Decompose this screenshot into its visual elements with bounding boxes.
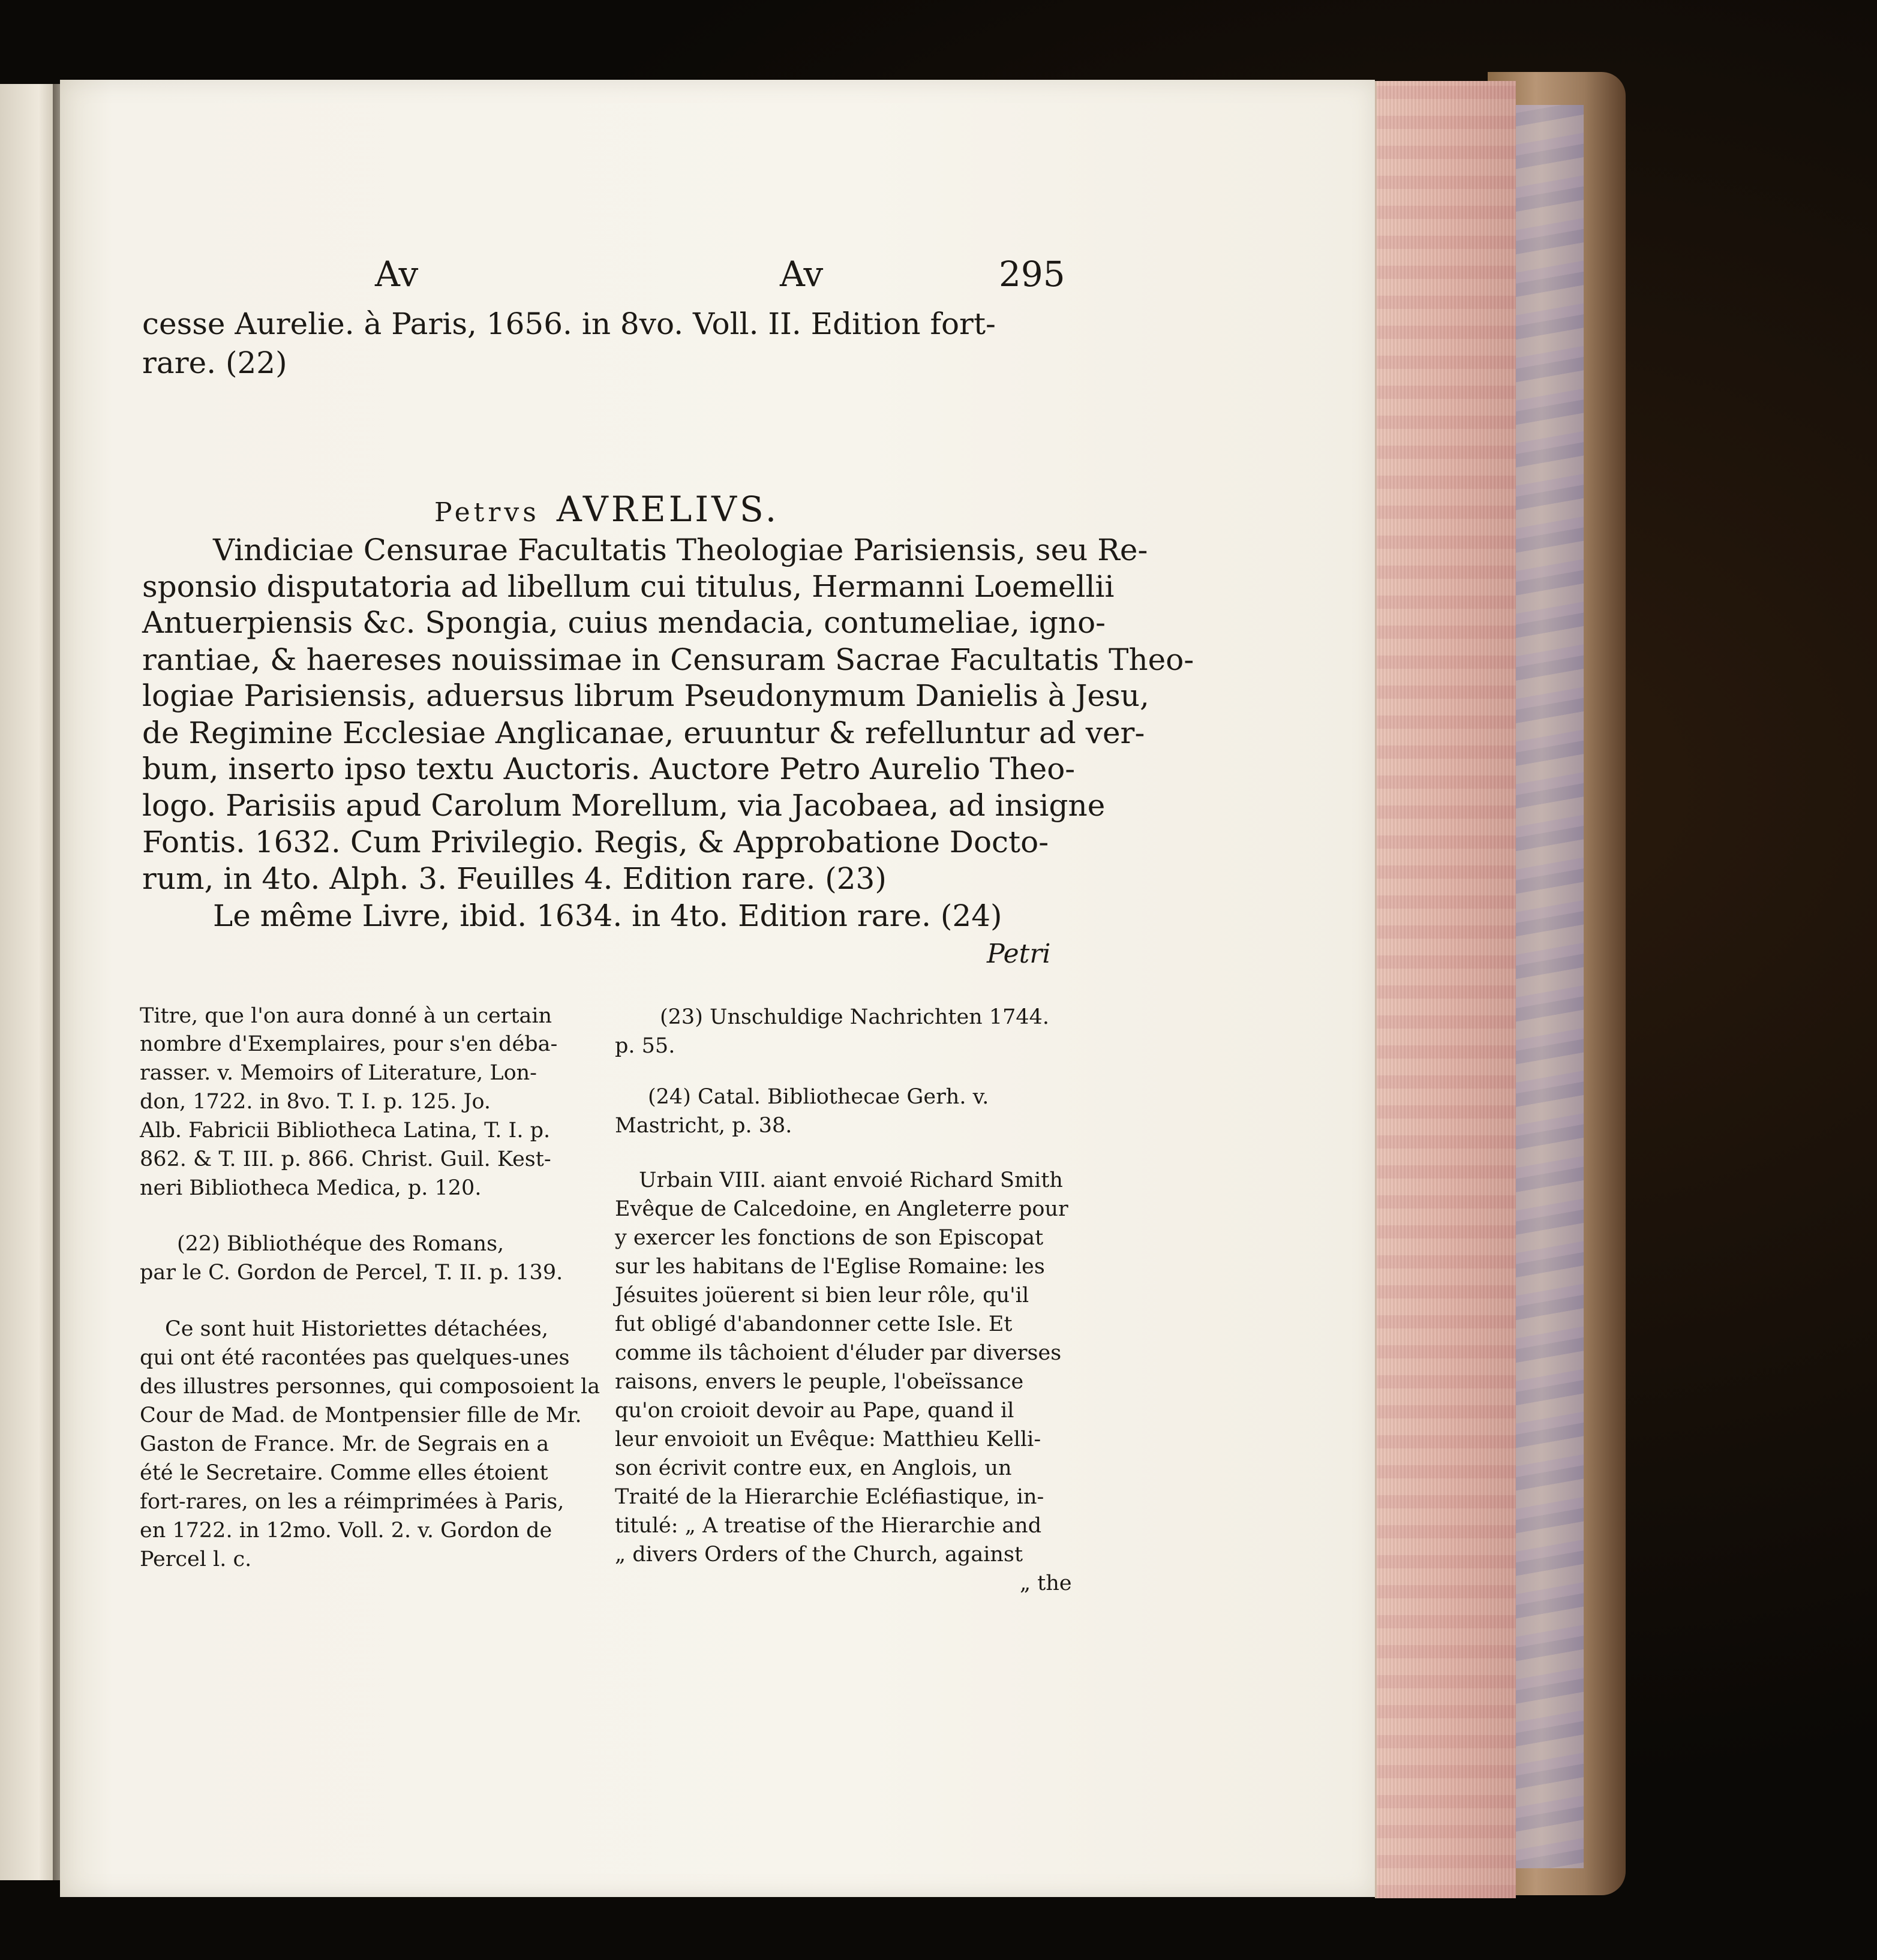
footnote-line: raisons, envers le peuple, l'obeïssance xyxy=(615,1370,1024,1394)
main-line: bum, inserto ipso textu Auctoris. Auctore Petro Aurelio Theo- xyxy=(142,751,1076,786)
footnote-line: Mastricht, p. 38. xyxy=(615,1114,792,1138)
main-line: logiae Parisiensis, aduersus librum Pseudonymum Danielis à Jesu, xyxy=(142,678,1149,713)
running-head-center: Av xyxy=(780,254,824,294)
footnote-line: nombre d'Exemplaires, pour s'en déba- xyxy=(140,1032,558,1056)
entry-heading xyxy=(434,489,779,530)
footnote-line: qui ont été racontées pas quelques-unes xyxy=(140,1346,570,1370)
main-line: logo. Parisiis apud Carolum Morellum, via Jacobaea, ad insigne xyxy=(142,788,1106,823)
footnote-line: p. 55. xyxy=(615,1034,675,1058)
footnote-line: en 1722. in 12mo. Voll. 2. v. Gordon de xyxy=(140,1519,552,1543)
main-line: rantiae, & haereses nouissimae in Censuram Sacrae Facultatis Theo- xyxy=(142,642,1194,677)
footnote-line: „ divers Orders of the Church, against xyxy=(615,1543,1023,1567)
page-fore-edge xyxy=(1375,81,1516,1898)
footnote-line: Alb. Fabricii Bibliotheca Latina, T. I. p. xyxy=(140,1119,551,1143)
footnote-line: Jésuites joüerent si bien leur rôle, qu'il xyxy=(615,1283,1029,1307)
footnote-line: titulé: „ A treatise of the Hierarchie and xyxy=(615,1514,1042,1538)
catchword: Petri xyxy=(987,939,1051,969)
footnote-line: Titre, que l'on aura donné à un certain xyxy=(140,1004,552,1028)
footnote-line: Gaston de France. Mr. de Segrais en a xyxy=(140,1432,549,1456)
footnote-line: 862. & T. III. p. 866. Christ. Guil. Kest- xyxy=(140,1147,551,1171)
main-line: Le même Livre, ibid. 1634. in 4to. Edition rare. (24) xyxy=(213,898,1002,933)
main-line: sponsio disputatoria ad libellum cui titulus, Hermanni Loemellii xyxy=(142,569,1115,604)
footnote-line: Traité de la Hierarchie Ecléfiastique, in- xyxy=(615,1485,1044,1509)
footnote-line: Percel l. c. xyxy=(140,1547,252,1571)
footnote-line: qu'on croioit devoir au Pape, quand il xyxy=(615,1399,1014,1423)
footnote-line: Cour de Mad. de Montpensier fille de Mr. xyxy=(140,1403,582,1427)
footnote-line: Ce sont huit Historiettes détachées, xyxy=(165,1317,548,1341)
heading-forename: Petrvs xyxy=(434,497,540,528)
footnote-line: sur les habitans de l'Eglise Romaine: les xyxy=(615,1255,1045,1279)
page-number: 295 xyxy=(999,254,1065,294)
main-line: rum, in 4to. Alph. 3. Feuilles 4. Edition rare. (23) xyxy=(142,861,887,896)
footnote-line: (24) Catal. Bibliothecae Gerh. v. xyxy=(648,1085,989,1109)
footnote-line: rasser. v. Memoirs of Literature, Lon- xyxy=(140,1061,537,1085)
footnote-line: des illustres personnes, qui composoient la xyxy=(140,1375,600,1399)
running-head-left: Av xyxy=(375,254,419,294)
footnote-line: fut obligé d'abandonner cette Isle. Et xyxy=(615,1312,1013,1336)
main-line: Fontis. 1632. Cum Privilegio. Regis, & Approbatione Docto- xyxy=(142,825,1049,859)
footnote-line: Urbain VIII. aiant envoié Richard Smith xyxy=(639,1168,1063,1192)
main-line: Antuerpiensis &c. Spongia, cuius mendacia, contumeliae, igno- xyxy=(142,605,1106,640)
main-line: de Regimine Ecclesiae Anglicanae, eruuntur & refelluntur ad ver- xyxy=(142,716,1145,750)
heading-surname: AVRELIVS. xyxy=(556,489,780,530)
main-line: rare. (22) xyxy=(142,345,287,380)
footnote-line: Evêque de Calcedoine, en Angleterre pour xyxy=(615,1197,1068,1221)
footnote-line: fort-rares, on les a réimprimées à Paris, xyxy=(140,1490,564,1514)
footnote-catchword: „ the xyxy=(1020,1571,1072,1595)
footnote-line: don, 1722. in 8vo. T. I. p. 125. Jo. xyxy=(140,1090,491,1114)
footnote-line: (22) Bibliothéque des Romans, xyxy=(177,1232,504,1256)
book-page xyxy=(60,80,1375,1897)
footnote-line: son écrivit contre eux, en Anglois, un xyxy=(615,1456,1012,1480)
footnote-line: comme ils tâchoient d'éluder par diverses xyxy=(615,1341,1062,1365)
footnote-line: (23) Unschuldige Nachrichten 1744. xyxy=(660,1005,1050,1029)
footnote-line: par le C. Gordon de Percel, T. II. p. 139. xyxy=(140,1261,563,1285)
footnote-line: été le Secretaire. Comme elles étoient xyxy=(140,1461,548,1485)
facing-page-edge xyxy=(0,84,55,1880)
footnote-line: leur envoioit un Evêque: Matthieu Kelli- xyxy=(615,1427,1041,1451)
main-line: cesse Aurelie. à Paris, 1656. in 8vo. Voll. II. Edition fort- xyxy=(142,306,996,341)
main-line: Vindiciae Censurae Facultatis Theologiae Parisiensis, seu Re- xyxy=(213,533,1148,567)
footnote-line: y exercer les fonctions de son Episcopat xyxy=(615,1226,1044,1250)
footnote-line: neri Bibliotheca Medica, p. 120. xyxy=(140,1176,482,1200)
